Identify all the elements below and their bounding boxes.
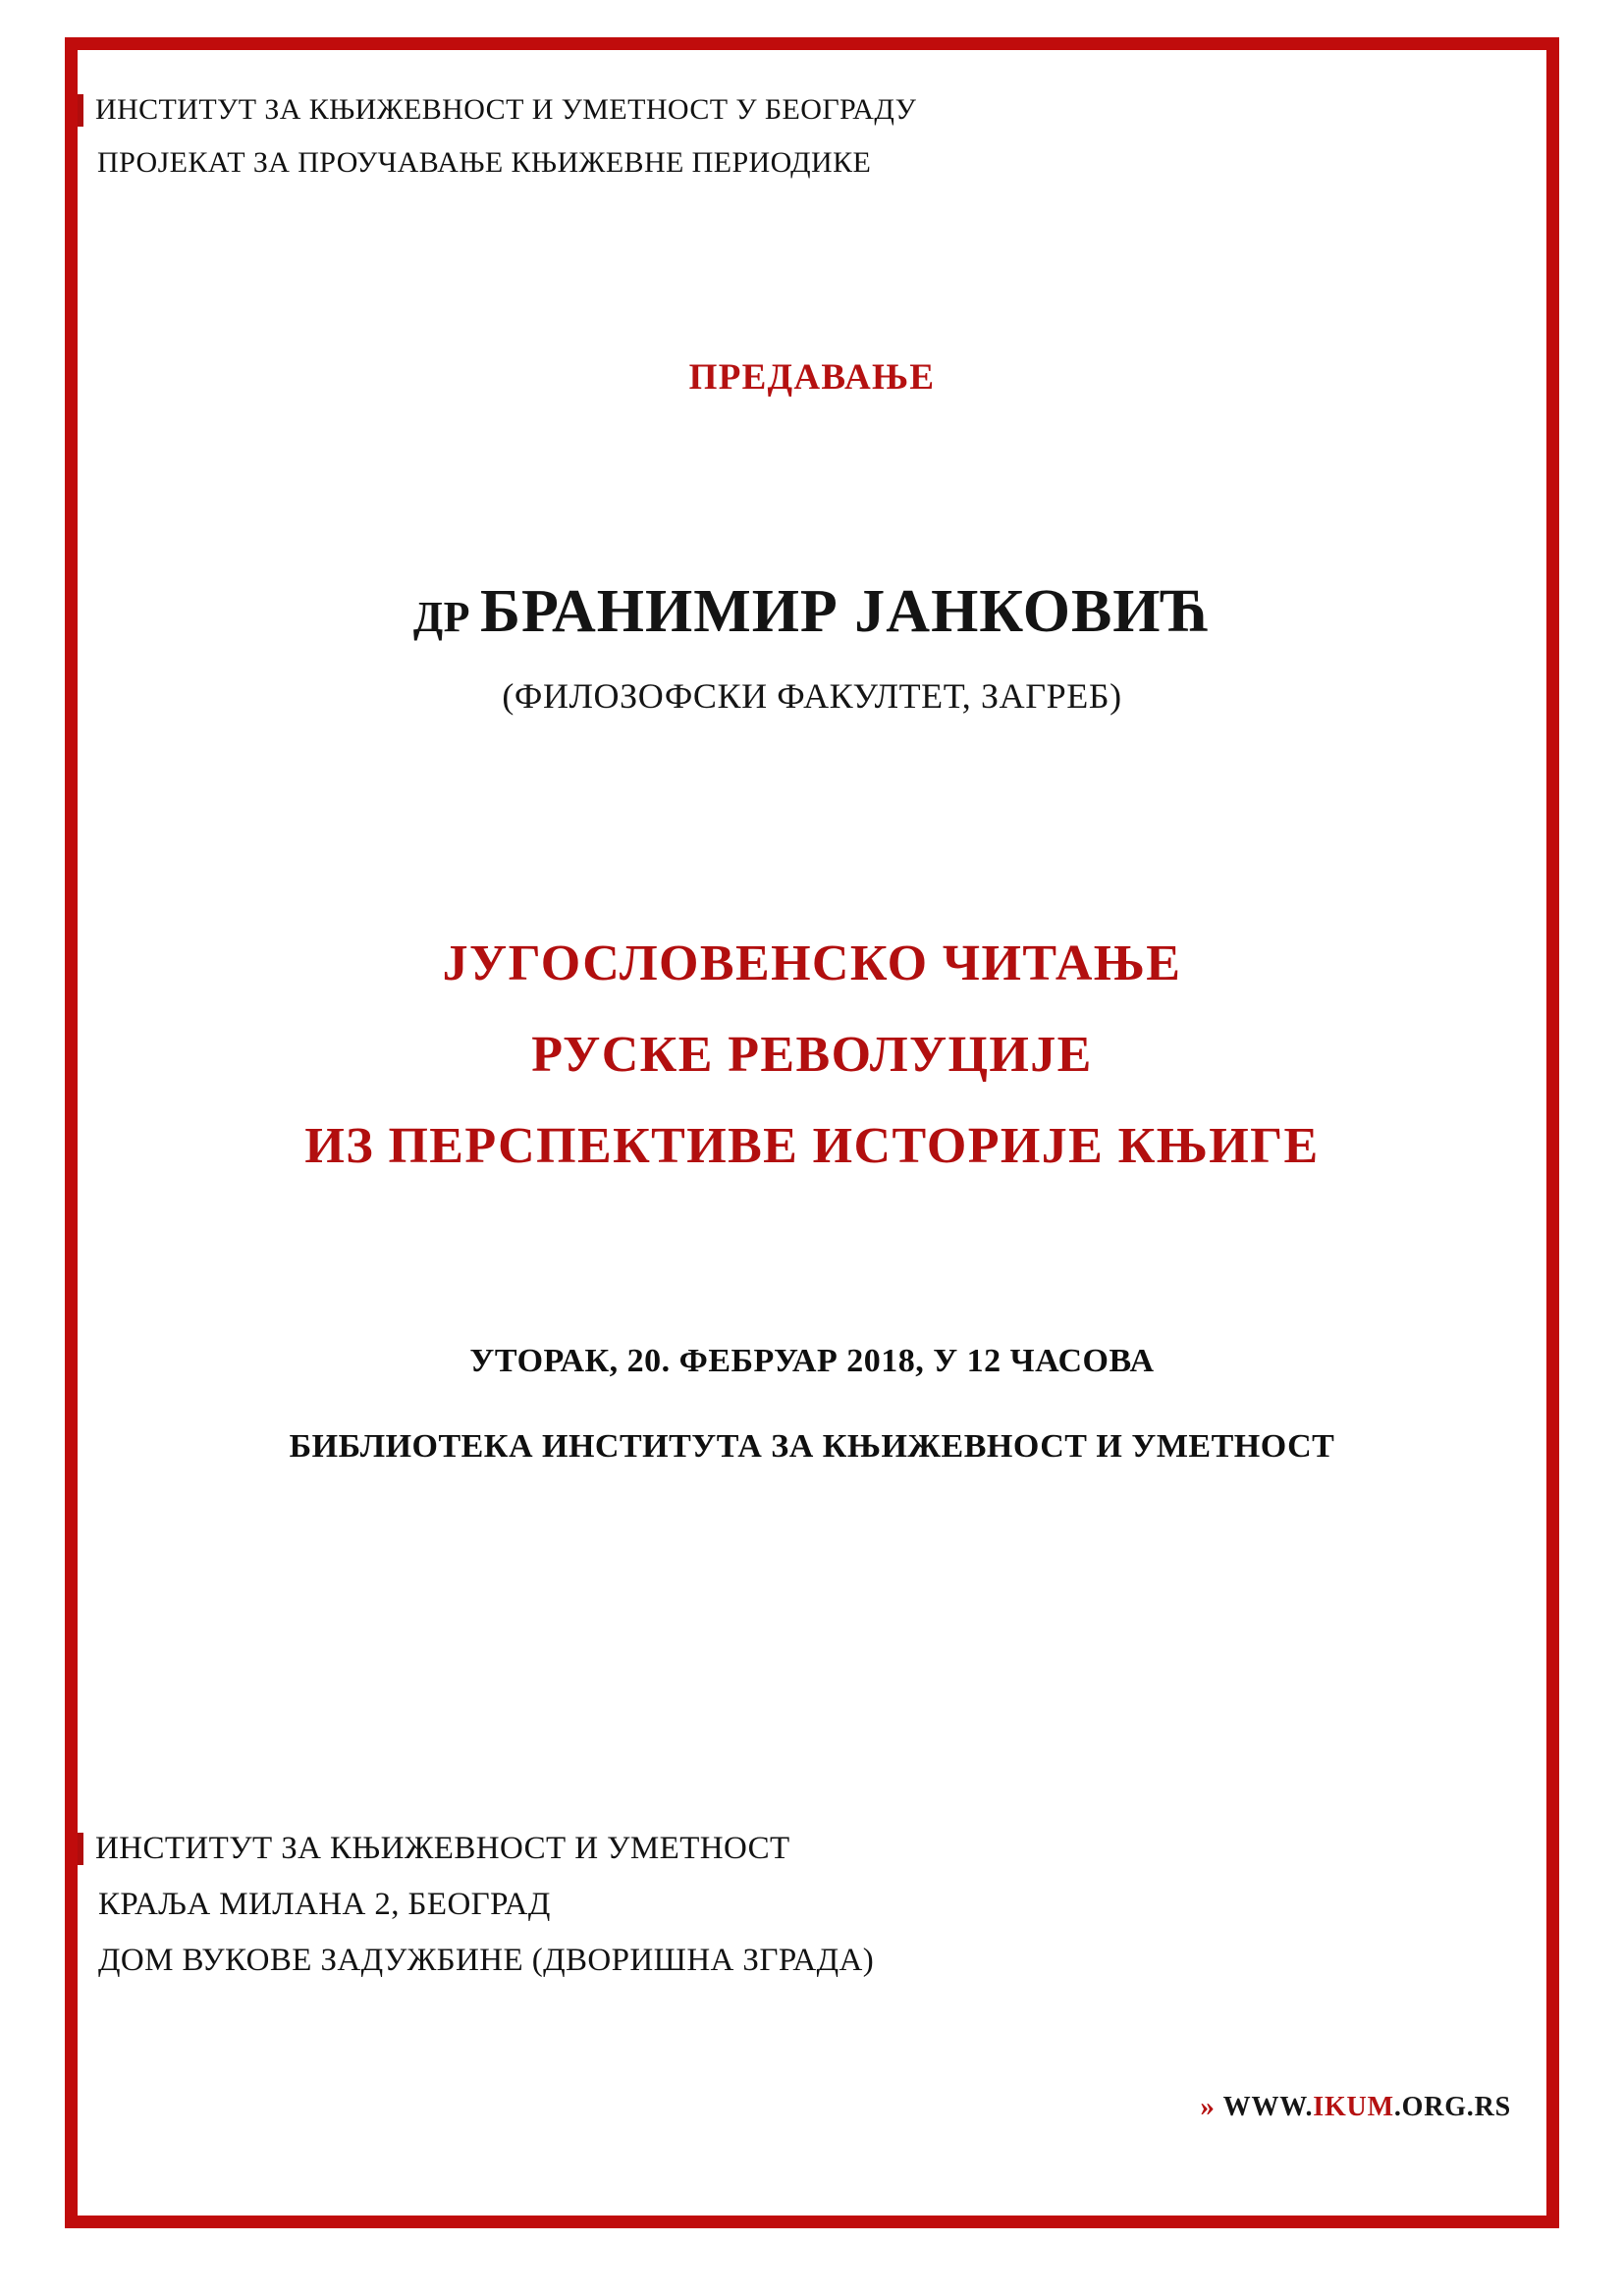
- event-type-label: ПРЕДАВАЊЕ: [688, 357, 936, 398]
- lecture-title: [0, 918, 1624, 1192]
- lecture-title-line-2: РУСКЕ РЕВОЛУЦИЈЕ: [531, 1027, 1093, 1083]
- footer-line-organization: [78, 1821, 1256, 1877]
- lecture-title-line-1: ЈУГОСЛОВЕНСКО ЧИТАЊЕ: [442, 935, 1182, 991]
- institute-name: ИНСТИТУТ ЗА КЊИЖЕВНОСТ И УМЕТНОСТ У БЕОГРАДУ: [95, 93, 917, 126]
- event-venue: БИБЛИОТЕКА ИНСТИТУТА ЗА КЊИЖЕВНОСТ И УМЕТНОСТ: [289, 1428, 1335, 1465]
- speaker-title-prefix: ДР: [412, 593, 471, 641]
- footer-organization: ИНСТИТУТ ЗА КЊИЖЕВНОСТ И УМЕТНОСТ: [95, 1831, 790, 1866]
- speaker-block: [0, 577, 1624, 647]
- speaker-name: БРАНИМИР ЈАНКОВИЋ: [480, 578, 1212, 645]
- project-name: ПРОЈЕКАТ ЗА ПРОУЧАВАЊЕ КЊИЖЕВНЕ ПЕРИОДИКЕ: [97, 146, 872, 179]
- website-url-prefix: WWW.: [1222, 2092, 1314, 2122]
- website-link[interactable]: [1200, 2091, 1511, 2123]
- footer-building: ДОМ ВУКОВЕ ЗАДУЖБИНЕ (ДВОРИШНА ЗГРАДА): [98, 1943, 875, 1978]
- footer-street: КРАЉА МИЛАНА 2, БЕОГРАД: [98, 1887, 551, 1922]
- lecture-title-line-3: ИЗ ПЕРСПЕКТИВЕ ИСТОРИЈЕ КЊИГЕ: [304, 1118, 1320, 1174]
- footer-line-building: [78, 1933, 1256, 1989]
- red-accent-bar-footer-icon: [78, 1833, 83, 1865]
- website-url-suffix: .ORG.RS: [1393, 2092, 1511, 2122]
- header-block: [78, 83, 1256, 189]
- header-line-institute: [78, 83, 1256, 136]
- website-url-brand: IKUM: [1313, 2092, 1394, 2122]
- speaker-affiliation: (ФИЛОЗОФСКИ ФАКУЛТЕТ, ЗАГРЕБ): [502, 676, 1122, 716]
- footer-address-block: [78, 1821, 1256, 1989]
- red-accent-bar-icon: [78, 94, 83, 127]
- header-line-project: [78, 136, 1256, 189]
- event-datetime: УТОРАК, 20. ФЕБРУАР 2018, У 12 ЧАСОВА: [469, 1343, 1155, 1379]
- footer-line-street: [78, 1877, 1256, 1933]
- chevron-double-right-icon: »: [1200, 2091, 1216, 2122]
